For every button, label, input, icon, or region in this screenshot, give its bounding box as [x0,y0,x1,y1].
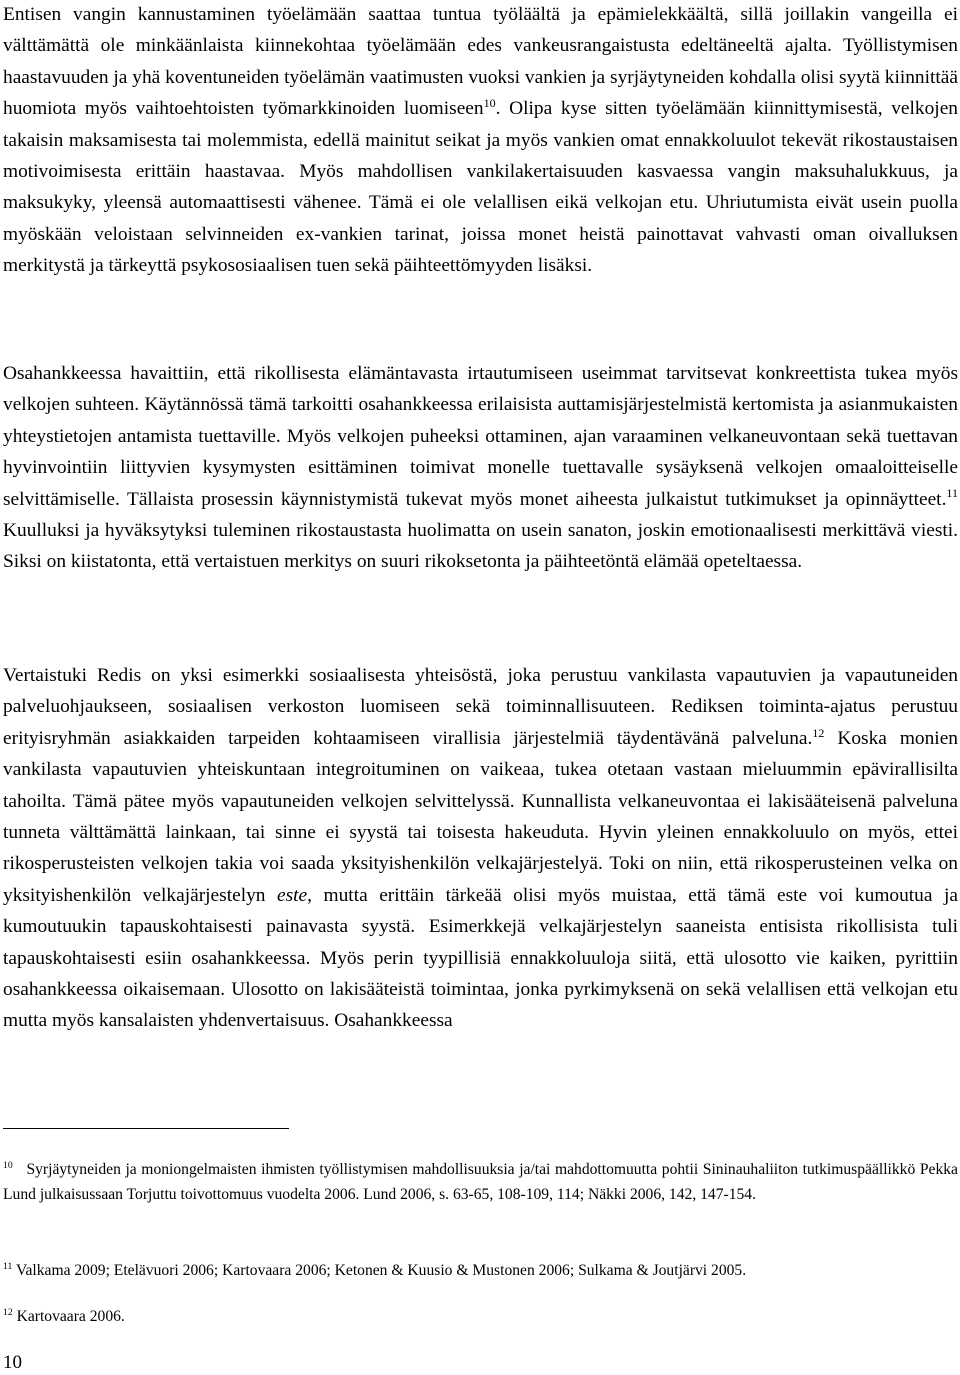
body-paragraph [3,0,958,282]
footnote [3,1157,958,1207]
paragraph-text: . Olipa kyse sitten työelämään kiinnittymisestä, velkojen takaisin maksamisesta tai molemmista, edellä mainitut seikat ja myös vankien omat ennakkoluulot tekevät rikostaustaisen motivoimisesta erittäin haastavaa. Myös mahdollisen vankilakertaisuuden kasvaessa vangin maksuhalukkuus, ja maksukyky, yleensä automaattisesti vähenee. Tämä ei ole velallisen eikä velkojan etu. Uhriutumista eivät usein puolla myöskään veloistaan selvinneiden ex-vankien tarinat, joissa monet heistä painottavat vahvasti oman oivalluksen merkitystä ja tärkeyttä psykososiaalisen tuen sekä päihteettömyyden lisäksi. [3,98,958,277]
footnote-text: Syrjäytyneiden ja moniongelmaisten ihmisten työllistymisen mahdollisuuksia ja/tai mahdottomuutta pohtii Sininauhaliiton tutkimuspäällikkö Pekka Lund julkaisussaan Torjuttu toivottomuus vuodelta 2006. Lund 2006, s. 63-65, 108-109, 114; Näkki 2006, 142, 147-154. [3,1161,958,1203]
paragraph-text: Kuulluksi ja hyväksytyksi tuleminen rikostaustasta huolimatta on usein sanaton, joskin emotionaalisesti merkittävä viesti. Siksi on kiistatonta, että vertaistuen merkitys on suuri rikoksetonta ja päihteetöntä elämää opeteltaessa. [3,520,958,573]
footnote-number: 12 [3,1307,13,1319]
footnote [3,1258,958,1283]
paragraph-text: , mutta erittäin tärkeää olisi myös muistaa, että tämä este voi kumoutua ja kumoutuukin tapauskohtaisesti painavasta syystä. Esimerkkejä velkajärjestelyn saaneista entisista rikollisista tuli tapauskohtaisesti esiin osahankkeessa. Myös perin tyypillisiä ennakkoluuloja siitä, että ulosotto vie kaiken, pyrittiin osahankkeessa oikaisemaan. Ulosotto on lakisääteistä toimintaa, jonka pyrkimyksenä on sekä velallisen että velkojan etu mutta myös kansalaisten yhdenvertaisuus. Osahankkeessa [3,884,958,1032]
emphasized-word: este [277,884,308,906]
page-number: 10 [3,1352,22,1373]
footnote-number: 11 [3,1261,13,1273]
footnote-number: 10 [3,1160,13,1172]
footnote [3,1304,958,1329]
footnote-reference[interactable]: 12 [812,725,825,740]
paragraph-text: Entisen vangin kannustaminen työelämään saattaa tuntua työläältä ja epämielekkäältä, sillä joillakin vangeilla ei välttämättä ole minkäänlaista kiinnekohtaa työelämään edes vankeusrangaistusta edeltäneeltä ajalta. Työllistymisen haastavuuden ja yhä koventuneiden työelämän vaatimusten vuoksi vankien ja syrjäytyneiden kohdalla olisi syytä kiinnittää huomiota myös vaihtoehtoisten työmarkkinoiden luomiseen [3,4,958,120]
footnote-text: Valkama 2009; Etelävuori 2006; Kartovaara 2006; Ketonen & Kuusio & Mustonen 2006; Sulkama & Joutjärvi 2005. [15,1262,747,1279]
footnote-text: Kartovaara 2006. [16,1308,125,1325]
paragraph-text: Koska monien vankilasta vapautuvien yhteiskuntaan integroituminen on vaikeaa, tukea otetaan vastaan mieluummin epävirallisilta tahoilta. Tämä pätee myös vapautuneiden velkojen selvittelyssä. Kunnallista velkaneuvontaa ei lakisääteisenä palveluna tunneta välttämättä lainkaan, tai sinne ei syystä tai toisesta hakeuduta. Hyvin yleinen ennakkoluulo on myös, ettei rikosperusteisten velkojen takia voi saada yksityishenkilön velkajärjestelyä. Toki on niin, että rikosperusteinen velka on yksityishenkilön velkajärjestelyn [3,727,959,906]
footnote-reference[interactable]: 11 [946,486,958,501]
footnote-separator [3,1128,289,1129]
footnote-reference[interactable]: 10 [483,96,496,111]
paragraph-text: Osahankkeessa havaittiin, että rikollisesta elämäntavasta irtautumiseen useimmat tarvitsevat konkreettista tukea myös velkojen suhteen. Käytännössä tämä tarkoitti osahankkeessa erilaisista auttamisjärjestelmistä kertomista ja asianmukaisten yhteystietojen antamista tuettaville. Myös velkojen puheeksi ottaminen, ajan varaaminen velkaneuvontaan sekä tuettavan hyvinvointiin liittyvien kysymysten esittäminen toimivat monelle tuettavalle sysäyksenä velkojen omaaloitteiselle selvittämiselle. Tällaista prosessin käynnistymistä tukevat myös monet aiheesta julkaistut tutkimukset ja opinnäytteet. [3,363,958,510]
paragraph-text: Vertaistuki Redis on yksi esimerkki sosiaalisesta yhteisöstä, joka perustuu vankilasta vapautuvien ja vapautuneiden palveluohjaukseen, sosiaalisen verkoston luomiseen sekä toiminnallisuuteen. Rediksen toiminta-ajatus perustuu erityisryhmän asiakkaiden tarpeiden kohtaamiseen virallisia järjestelmiä täydentävänä palveluna. [3,665,958,749]
body-paragraph [3,358,958,578]
body-paragraph [3,660,958,1037]
